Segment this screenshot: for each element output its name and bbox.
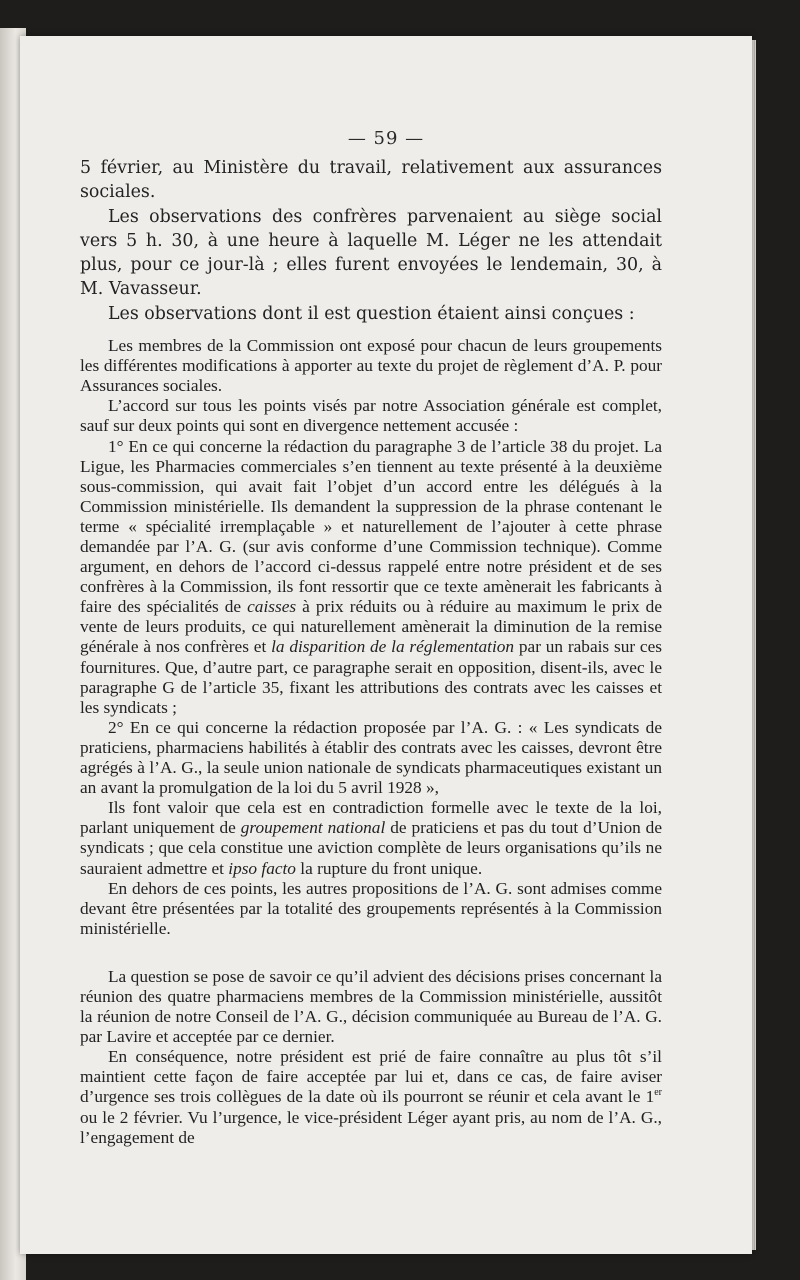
italic-run: ipso facto	[228, 858, 296, 878]
quoted-paragraph-1: Les membres de la Commission ont exposé pour chacun de leurs groupements les différentes modifications à apporter au texte du projet de règlement d’A. P. pour Assurances sociales.	[80, 336, 662, 396]
page-body	[80, 156, 662, 1148]
text-run: En conséquence, notre président est prié de faire connaître au plus tôt s’il maintient cette façon de faire acceptée par lui et, dans ce cas, de faire aviser d’urgence ses trois collègues de la date où ils pourront se réunir et cela avant le 1	[80, 1047, 662, 1107]
paragraph-8	[80, 1047, 662, 1147]
text-run: de praticiens et pas du tout d’Union de syndicats ; que cela constitue une aviction complète de leurs organisations qu’ils ne sauraient admettre et	[80, 818, 662, 878]
text-run: 1° En ce qui concerne la rédaction du paragraphe 3 de l’article 38 du projet. La Ligue, les Pharmacies commerciales s’en tiennent au texte présenté à la deuxième sous-commission, qui avait fait l’objet d’un accord entre les délégués à la Commission ministérielle. Ils demandent la suppression de la phrase contenant le terme « spécialité irremplaçable » et naturellement de l’ajouter à cette phrase demandée par l’A. G. (sur avis conforme d’une Commission technique). Comme argument, en dehors de l’accord ci-dessus rappelé entre notre président et de ses confrères à la Commission, ils font ressortir que ce texte amènerait les fabricants à faire des spécialités de	[80, 436, 662, 617]
italic-run: la disparition de la réglementation	[271, 637, 515, 657]
text-run: à prix réduits ou à réduire au maximum le prix de vente de leurs produits, ce qui naturellement amènerait la diminution de la remise générale à nos confrères et	[80, 597, 662, 657]
quoted-paragraph-4: 2° En ce qui concerne la rédaction proposée par l’A. G. : « Les syndicats de praticiens, pharmaciens habilités à établir des contrats avec les caisses, devront être agrégés à l’A. G., la seule union nationale de syndicats pharmaceutiques existant un an avant la promulgation de la loi du 5 avril 1928 »,	[80, 717, 662, 798]
book-page	[20, 36, 752, 1254]
paragraph-2: Les observations des confrères parvenaient au siège social vers 5 h. 30, à une heure à laquelle M. Léger ne les attendait plus, pour ce jour-là ; elles furent envoyées le lendemain, 30, à M. Vavasseur.	[80, 206, 662, 300]
italic-run: groupement national	[240, 818, 386, 838]
paragraph-3: Les observations dont il est question étaient ainsi conçues :	[108, 303, 635, 324]
text-run: la rupture du front unique.	[295, 858, 483, 878]
quoted-paragraph-5	[80, 798, 662, 878]
text-run: par un rabais sur ces fournitures. Que, d’autre part, ce paragraphe serait en opposition, disent-ils, avec le paragraphe G de l’article 35, fixant les attributions des contrats avec les caisses et les syndicats ;	[80, 637, 662, 717]
text-run: ou le 2 février. Vu l’urgence, le vice-président Léger ayant pris, au nom de l’A. G., l’engagement de	[80, 1107, 662, 1147]
quoted-paragraph-6: En dehors de ces points, les autres propositions de l’A. G. sont admises comme devant être présentées par la totalité des groupements représentés à la Commission ministérielle.	[80, 878, 662, 938]
paragraph-7: La question se pose de savoir ce qu’il advient des décisions prises concernant la réunion des quatre pharmaciens membres de la Commission ministérielle, aussitôt la réunion de notre Conseil de l’A. G., décision communiquée au Bureau de l’A. G. par Lavire et acceptée par ce dernier.	[80, 966, 662, 1047]
paragraph-1: 5 février, au Ministère du travail, relativement aux assurances sociales.	[80, 158, 662, 203]
superscript: er	[654, 1087, 662, 1099]
italic-run: caisses	[247, 597, 297, 617]
quoted-paragraph-2: L’accord sur tous les points visés par notre Association générale est complet, sauf sur deux points qui sont en divergence nettement accusée :	[80, 396, 662, 436]
page-number: — 59 —	[347, 128, 425, 149]
quoted-paragraph-3	[80, 437, 662, 718]
text-run: Ils font valoir que cela est en contradiction formelle avec le texte de la loi, parlant uniquement de	[80, 798, 662, 838]
